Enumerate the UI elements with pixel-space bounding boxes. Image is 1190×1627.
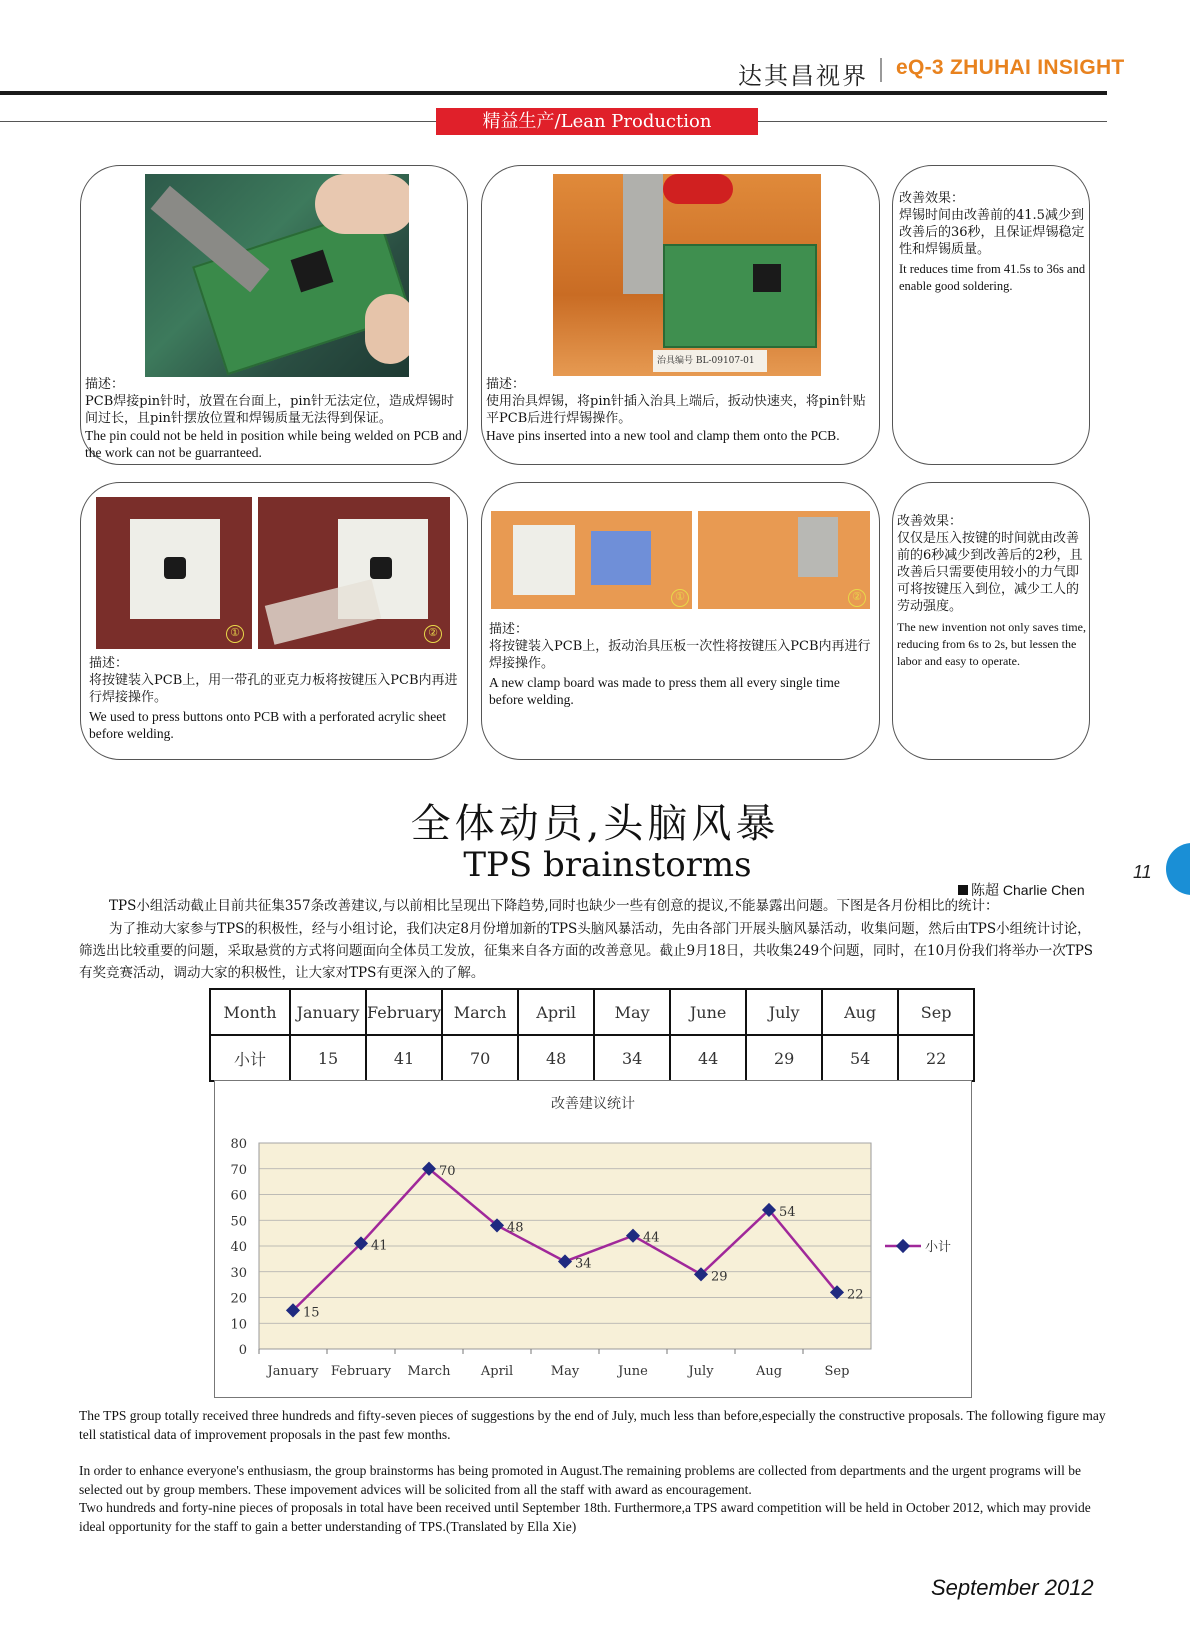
card-pcb-pin-result-text (899, 190, 1087, 295)
x-tick-label: June (618, 1364, 648, 1379)
legend-marker (896, 1239, 910, 1253)
x-tick-label: February (330, 1364, 392, 1379)
photo-pin-soldering (145, 174, 409, 377)
author-byline: 陈超 Charlie Chen (958, 880, 1085, 900)
y-tick-label: 60 (230, 1188, 247, 1204)
marker-1: ① (671, 589, 689, 607)
y-tick-label: 20 (230, 1291, 247, 1307)
result-en: It reduces time from 41.5s to 36s and enable good soldering. (899, 262, 1086, 293)
photo-acrylic-press-1 (96, 497, 252, 649)
chart-title: 改善建议统计 (551, 1096, 635, 1112)
table-header-row (210, 989, 974, 1035)
y-tick-label: 0 (238, 1343, 247, 1358)
y-tick-label: 40 (230, 1240, 247, 1255)
table-value: 48 (518, 1035, 594, 1081)
monthly-table (209, 988, 975, 1082)
description-cn: 描述： PCB焊接pin针时，放置在台面上，pin针无法定位，造成焊锡时间过长，且pin针摆放位置和焊锡质量无法得到保证。 (85, 377, 454, 426)
table-header-label: Month (210, 989, 290, 1035)
data-label: 41 (371, 1238, 388, 1254)
data-label: 22 (847, 1287, 864, 1303)
marker-2: ② (424, 625, 442, 643)
table-value: 41 (366, 1035, 442, 1081)
table-month: July (746, 989, 822, 1035)
table-month: March (442, 989, 518, 1035)
x-tick-label: March (407, 1364, 451, 1379)
article-title-cn: 全体动员,头脑风暴 (410, 801, 780, 847)
y-tick-label: 30 (230, 1265, 247, 1281)
section-tag: 精益生产/Lean Production (436, 108, 758, 135)
chart-container (214, 1080, 972, 1398)
english-paragraph-1: The TPS group totally received three hundreds and fifty-seven pieces of suggestions by the end of July, much less than before,especially the constructive proposals. The following figure may tell statistical data of improvement proposals in the past few months. (79, 1408, 1106, 1442)
data-label: 44 (643, 1230, 660, 1246)
description-cn: 描述： 将按键装入PCB上，用一带孔的亚克力板将按键压入PCB内再进行焊接操作。 (89, 656, 458, 705)
legend-label: 小计 (925, 1240, 952, 1255)
table-value: 29 (746, 1035, 822, 1081)
magazine-title-en: eQ-3 ZHUHAI INSIGHT (896, 56, 1125, 79)
table-row-label: 小计 (210, 1035, 290, 1081)
table-value: 70 (442, 1035, 518, 1081)
data-label: 29 (711, 1269, 728, 1285)
card-pcb-pin-before (80, 165, 468, 465)
x-tick-label: Aug (755, 1364, 783, 1379)
marker-1: ① (226, 625, 244, 643)
y-tick-label: 50 (230, 1214, 247, 1230)
card-button-after (481, 482, 880, 760)
description-cn: 描述： 使用治具焊锡，将pin针插入治具上端后，扳动快速夹，将pin针贴平PCB后进行焊锡操作。 (486, 377, 866, 426)
data-label: 34 (575, 1256, 592, 1272)
result-en: The new invention not only saves time, reducing from 6s to 2s, but lessen the labor and easy to operate. (897, 620, 1086, 668)
photo-pin-tool (553, 174, 821, 376)
tool-id-label: 治具编号 BL-09107-01 (653, 350, 767, 372)
description-en: The pin could not be held in position while being welded on PCB and the work can not be guarranteed. (85, 428, 462, 460)
table-month: January (290, 989, 366, 1035)
description-en: We used to press buttons onto PCB with a perforated acrylic sheet before welding. (89, 709, 446, 741)
article-title-en: TPS brainstorms (463, 845, 752, 885)
card-button-result (892, 482, 1090, 760)
table-month: May (594, 989, 670, 1035)
header-divider (880, 58, 882, 82)
x-tick-label: April (480, 1364, 514, 1379)
description-en: Have pins inserted into a new tool and clamp them onto the PCB. (486, 428, 840, 443)
card-pcb-pin-before-text (85, 376, 465, 461)
magazine-title-cn: 达其昌视界 (738, 62, 868, 90)
table-month: June (670, 989, 746, 1035)
data-label: 54 (779, 1204, 796, 1220)
table-value: 44 (670, 1035, 746, 1081)
page-number: 11 (1133, 862, 1152, 882)
y-tick-label: 10 (230, 1317, 247, 1333)
article-paragraph-1: TPS小组活动截止目前共征集357条改善建议,与以前相比呈现出下降趋势,同时也缺少一些有创意的提议,不能暴露出问题。下图是各月份相比的统计： (109, 898, 999, 914)
table-month: April (518, 989, 594, 1035)
photo-acrylic-press-2 (258, 497, 450, 649)
photo-clamp-board-2 (698, 511, 870, 609)
table-month: Sep (898, 989, 974, 1035)
card-button-after-text (489, 621, 875, 708)
table-value: 54 (822, 1035, 898, 1081)
description-en: A new clamp board was made to press them all every single time before welding. (489, 675, 840, 707)
result-cn: 改善效果： 焊锡时间由改善前的41.5减少到改善后的36秒，且保证焊锡稳定性和焊锡质量。 (899, 191, 1085, 257)
header-rule (0, 91, 1107, 95)
article-paragraph-2: 为了推动大家参与TPS的积极性，经与小组讨论，我们决定8月份增加新的TPS头脑风暴活动，先由各部门开展头脑风暴活动，收集问题，然后由TPS小组统计讨论，筛选出比较重要的问题，采取悬赏的方式将问题面向全体员工发放，征集来自各方面的改善意见。截止9月18日，共收集249个问题，同时，在10月份我们将举办一次TPS有奖竞赛活动，调动大家的积极性，让大家对TPS有更深入的了解。 (79, 921, 1094, 981)
table-value-row (210, 1035, 974, 1081)
data-label: 48 (507, 1220, 524, 1236)
y-tick-label: 70 (230, 1162, 247, 1178)
description-cn: 描述： 将按键装入PCB上，扳动治具压板一次性将按键压入PCB内再进行焊接操作。 (489, 622, 871, 671)
issue-date: September 2012 (931, 1575, 1094, 1600)
english-paragraph-3: Two hundreds and forty-nine pieces of proposals in total have been received until September 18th. Furthermore,a TPS award competition will be held in October 2012, which may provide ideal opportunity for the staff to gain a better understanding of TPS.(Translated by Ella Xie) (79, 1500, 1091, 1534)
photo-clamp-board-1 (491, 511, 692, 609)
x-tick-label: May (550, 1364, 580, 1379)
result-cn: 改善效果： 仅仅是压入按键的时间就由改善前的6秒减少到改善后的2秒，且改善后只需要使用较小的力气即可将按键压入到位，减少工人的劳动强度。 (897, 514, 1083, 614)
card-button-before-text (89, 655, 463, 742)
table-month: Aug (822, 989, 898, 1035)
table-month: February (366, 989, 442, 1035)
table-value: 15 (290, 1035, 366, 1081)
table-value: 34 (594, 1035, 670, 1081)
card-pcb-pin-after (481, 165, 880, 465)
card-button-result-text (897, 513, 1087, 670)
english-paragraph-2: In order to enhance everyone's enthusiasm, the group brainstorms has being promoted in August.The remaining problems are collected from departments and the urgent programs will be selected out by group members. These impovement advices will be solicited from all the staff with award as encouragement. (79, 1463, 1082, 1497)
x-tick-label: January (267, 1364, 319, 1379)
marker-2: ② (848, 589, 866, 607)
data-label: 15 (303, 1305, 320, 1321)
x-tick-label: Sep (824, 1364, 850, 1379)
card-pcb-pin-after-text (486, 376, 878, 444)
table-value: 22 (898, 1035, 974, 1081)
card-pcb-pin-result (892, 165, 1090, 465)
data-label: 70 (439, 1163, 456, 1179)
x-tick-label: July (688, 1364, 714, 1379)
card-button-before (80, 482, 468, 760)
line-chart (215, 1081, 971, 1397)
y-tick-label: 80 (230, 1137, 247, 1152)
